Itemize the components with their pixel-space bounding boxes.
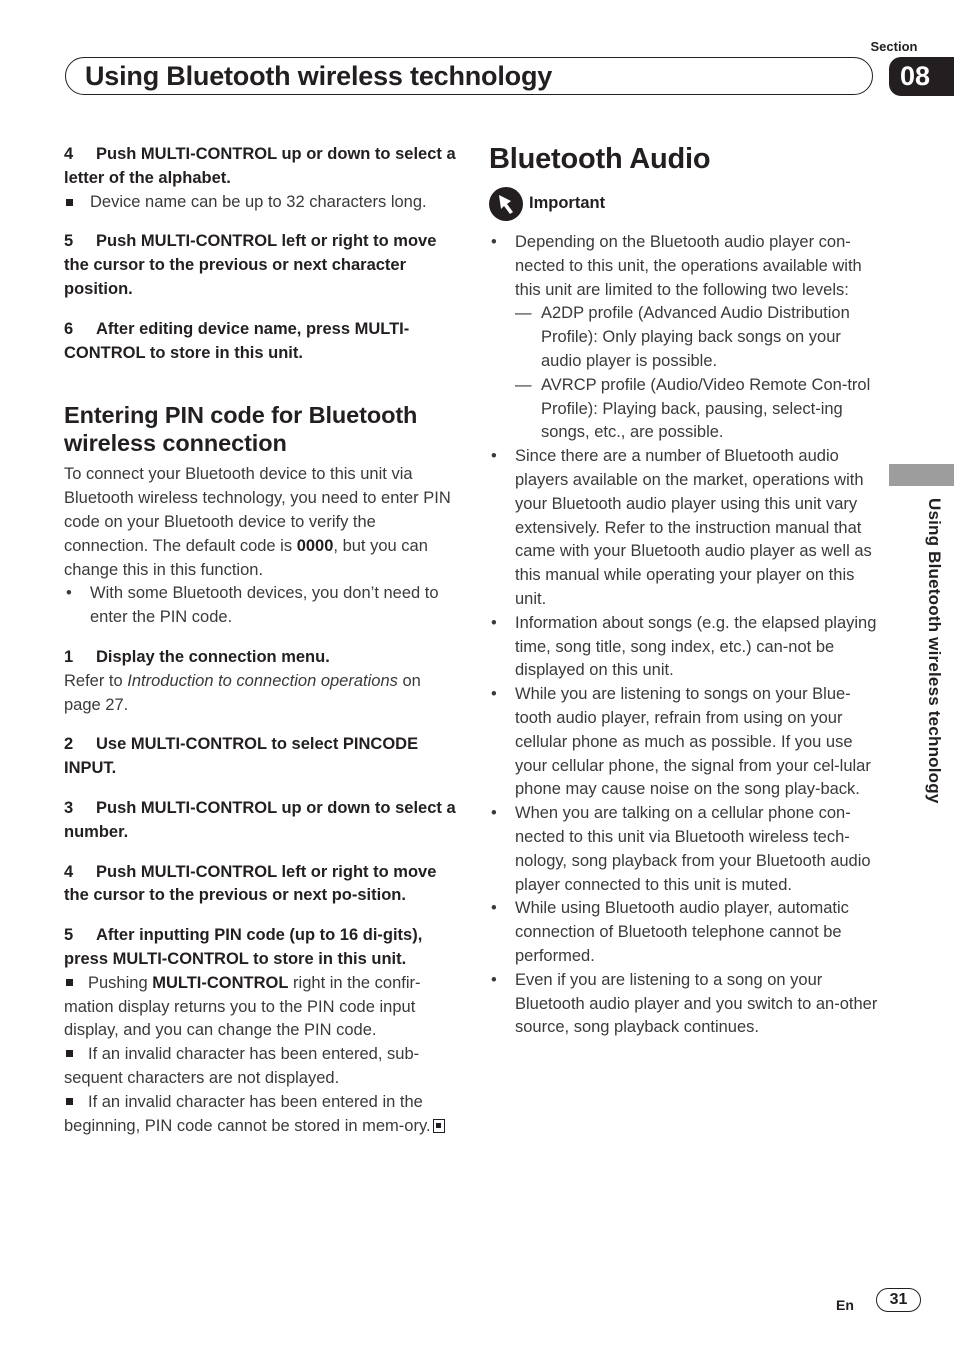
note-invalid-char bbox=[64, 1043, 456, 1091]
list-item bbox=[489, 683, 879, 802]
dash-icon: — bbox=[515, 375, 532, 394]
step-6-store bbox=[64, 318, 456, 366]
step-number: 6 bbox=[64, 319, 74, 338]
square-bullet-icon bbox=[66, 1098, 73, 1105]
dash-text: AVRCP profile (Audio/Video Remote Con-trol Profile): Playing back, pausing, select-ing songs, etc., are possible. bbox=[541, 375, 871, 442]
square-bullet-icon bbox=[66, 979, 73, 986]
default-pin-code: 0000 bbox=[296, 536, 334, 555]
dash-text: A2DP profile (Advanced Audio Distribution Profile): Only playing back songs on your audio player is possible. bbox=[541, 304, 850, 370]
side-tab-marker bbox=[889, 464, 954, 486]
step-number: 3 bbox=[64, 798, 74, 817]
body-text: Refer to bbox=[64, 671, 128, 690]
list-item bbox=[489, 969, 879, 1040]
step-text: Display the connection menu. bbox=[96, 647, 330, 666]
bullet-icon: • bbox=[491, 970, 497, 989]
important-callout bbox=[489, 187, 879, 221]
step-number: 4 bbox=[64, 862, 74, 881]
dash-icon: — bbox=[515, 304, 532, 323]
bullet-icon: • bbox=[491, 899, 497, 918]
step-text: After editing device name, press MULTI-CONTROL to store in this unit. bbox=[64, 319, 410, 362]
page-title: Using Bluetooth wireless technology bbox=[85, 61, 553, 91]
bullet-text: With some Bluetooth devices, you don’t need to enter the PIN code. bbox=[90, 584, 439, 627]
language-label: En bbox=[836, 1297, 854, 1313]
list-item bbox=[489, 612, 879, 683]
side-tab-label: Using Bluetooth wireless technology bbox=[925, 498, 944, 804]
step-number: 2 bbox=[64, 735, 74, 754]
bullet-text: Information about songs (e.g. the elapsed playing time, song title, song index, etc.) can-not be displayed on this unit. bbox=[515, 613, 877, 680]
step-text: After inputting PIN code (up to 16 di-gits), press MULTI-CONTROL to store in this unit. bbox=[64, 926, 423, 968]
bullet-text: While you are listening to songs on your Blue-tooth audio player, refrain from using on your cellular phone as much as possible. If you use your cellular phone, the signal from your cel-lular phone may cause noise on the song play-back. bbox=[515, 685, 871, 799]
step-5-cursor bbox=[64, 230, 456, 301]
note-confirmation bbox=[64, 972, 456, 1043]
reference-link[interactable]: Introduction to connection operations bbox=[127, 671, 398, 690]
profile-item bbox=[489, 374, 879, 445]
end-of-section-icon bbox=[433, 1119, 445, 1133]
bullet-icon: • bbox=[491, 804, 497, 823]
list-item bbox=[489, 231, 879, 302]
bluetooth-audio-heading: Bluetooth Audio bbox=[489, 143, 711, 175]
note-invalid-beginning bbox=[64, 1091, 456, 1139]
step-text: Use MULTI-CONTROL to select PINCODE INPUT. bbox=[64, 735, 419, 778]
body-text: on page 27. bbox=[64, 671, 421, 714]
bullet-icon: • bbox=[491, 685, 497, 704]
step-2-select bbox=[64, 733, 456, 781]
left-column bbox=[64, 143, 456, 1138]
step-number: 5 bbox=[64, 232, 74, 251]
bullet-icon: • bbox=[66, 584, 72, 603]
step-1-display bbox=[64, 646, 456, 670]
step-4-cursor bbox=[64, 861, 456, 909]
page-number: 31 bbox=[876, 1288, 921, 1312]
pin-intro-text: , but you can change this in this function. bbox=[64, 536, 428, 579]
bullet-text: When you are talking on a cellular phone con-nected to this unit via Bluetooth wireless tech-nology, song playback from your Bluetooth audio player connected to this unit is muted. bbox=[515, 804, 871, 894]
square-bullet-icon bbox=[66, 199, 73, 206]
bullet-text: Even if you are listening to a song on your Bluetooth audio player and you switch to an-other source, song playback continues. bbox=[515, 970, 878, 1037]
profile-item bbox=[489, 302, 879, 373]
note-text: Device name can be up to 32 characters long. bbox=[90, 192, 427, 211]
note-text: If an invalid character has been entered in the beginning, PIN code cannot be stored in mem-ory. bbox=[64, 1092, 431, 1135]
step-1-body bbox=[64, 670, 456, 718]
note-text: If an invalid character has been entered, sub-sequent characters are not displayed. bbox=[64, 1045, 420, 1087]
step-4-alphabet bbox=[64, 143, 456, 191]
step-text: Push MULTI-CONTROL up or down to select a number. bbox=[64, 798, 456, 841]
important-label: Important bbox=[529, 194, 606, 213]
step-text: Push MULTI-CONTROL left or right to move the cursor to the previous or next character position. bbox=[64, 232, 437, 298]
bullet-icon: • bbox=[491, 233, 497, 251]
section-number: 08 bbox=[899, 61, 931, 91]
step-5-store-pin bbox=[64, 924, 456, 972]
pin-intro-text: To connect your Bluetooth device to this unit via Bluetooth wireless technology, you need to enter PIN code on your Bluetooth device to verify the connection. The default code is bbox=[64, 465, 451, 555]
square-bullet-icon bbox=[66, 1050, 73, 1057]
bullet-text: Depending on the Bluetooth audio player con-nected to this unit, the operations available with this unit are limited to the following two levels: bbox=[515, 233, 862, 299]
list-item bbox=[489, 802, 879, 897]
important-icon bbox=[489, 187, 523, 221]
step-number: 1 bbox=[64, 647, 74, 666]
bullet-text: Since there are a number of Bluetooth audio players available on the market, operations with your Bluetooth audio player using this unit vary extensively. Refer to the instruction manual that came with your Bluetooth audio player as well as this manual while operating your player on this unit. bbox=[515, 447, 872, 608]
pin-bullet bbox=[64, 582, 456, 630]
step-number: 5 bbox=[64, 926, 74, 945]
pin-intro bbox=[64, 463, 456, 582]
step-number: 4 bbox=[64, 145, 74, 163]
note-device-name-length bbox=[64, 191, 456, 215]
step-text: Push MULTI-CONTROL up or down to select a letter of the alphabet. bbox=[64, 145, 456, 187]
list-item bbox=[489, 897, 879, 968]
step-3-number bbox=[64, 797, 456, 845]
bullet-text: While using Bluetooth audio player, automatic connection of Bluetooth telephone cannot be performed. bbox=[515, 899, 849, 965]
bullet-icon: • bbox=[491, 447, 497, 466]
list-item bbox=[489, 445, 879, 612]
pin-heading: Entering PIN code for Bluetooth wireless connection bbox=[64, 402, 418, 457]
note-bold: MULTI-CONTROL bbox=[152, 973, 289, 992]
step-text: Push MULTI-CONTROL left or right to move the cursor to the previous or next po-sition. bbox=[64, 862, 437, 905]
note-text: right in the confir-mation display returns you to the PIN code input display, and you can change the PIN code. bbox=[64, 973, 421, 1040]
note-text: Pushing bbox=[88, 973, 153, 992]
bullet-icon: • bbox=[491, 613, 497, 632]
right-column bbox=[489, 143, 879, 1040]
section-label: Section bbox=[870, 39, 918, 54]
